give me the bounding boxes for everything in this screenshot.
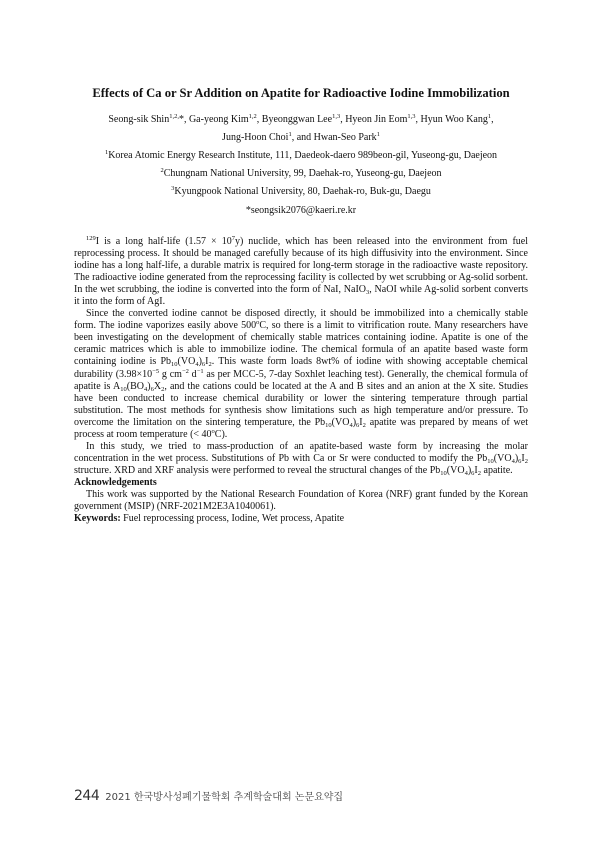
author-name: Seong-sik Shin bbox=[108, 114, 170, 125]
acknowledgements-heading: Acknowledgements bbox=[74, 476, 157, 488]
subscript: 4 bbox=[464, 469, 468, 477]
subscript: 2 bbox=[524, 457, 528, 465]
affiliation-number: 1 bbox=[104, 149, 109, 156]
subscript: 6 bbox=[356, 421, 360, 429]
text-run: y) nuclide, which has been released into the environment from fuel reprocessing process. It should be managed carefully because of its high diffusivity into the environment. Since iodine has a long half-life, a durable matrix is required for long-term storage in the radioactive waste repository. The radioactive iodine generated from the reprocessing facility is collected by wet scrubbing or Ag-solid sorbent. In the wet scrubbing, the iodine is converted into the form of NaI, NaIO bbox=[74, 236, 528, 296]
text-run: , NaOI while Ag-solid sorbent converts it into the form of AgI. bbox=[74, 284, 528, 308]
author-line-1 bbox=[74, 114, 528, 125]
paragraph-2 bbox=[74, 308, 528, 441]
affiliation-text: Chungnam National University, 99, Daehak-ro, Yuseong-gu, Daejeon bbox=[163, 168, 442, 179]
keywords-line bbox=[74, 513, 528, 525]
text-run: , and the cations could be located at the A and B sites and an anion at the X site. Studies have been conducted to increase chemical durability or lower the sintering temperature through partial substitution. The most methods for synthesis show limitations such as high temperature and/or pressure. To overcome the limitation on the sintering temperature, the Pb bbox=[74, 380, 529, 428]
subscript: 6 bbox=[471, 469, 475, 477]
subscript: 4 bbox=[349, 421, 353, 429]
text-run: I is a long half-life (1.57 × 10 bbox=[95, 236, 232, 247]
subscript: 2 bbox=[208, 361, 212, 369]
text-run: In this study, we tried to mass-production of an apatite-based waste form by increasing the molar concentration in the wet process. Substitutions of Pb with Ca or Sr were conducted to modify the Pb bbox=[74, 440, 528, 464]
affiliation-2 bbox=[74, 168, 528, 179]
text-run: apatite. bbox=[481, 464, 513, 476]
text-run: (VO bbox=[493, 452, 512, 464]
author-name: , Hyun Woo Kang bbox=[415, 114, 488, 125]
corresponding-mark: * bbox=[178, 114, 184, 125]
subscript: 6 bbox=[201, 361, 206, 369]
author-name: , Ga-yeong Kim bbox=[183, 114, 249, 125]
author-affiliation-mark: 1,3 bbox=[407, 113, 416, 120]
author-affiliation-mark: 1 bbox=[288, 131, 292, 138]
text-run: I bbox=[205, 356, 209, 368]
text-run: apatite was prepared by means of wet process at room temperature (< 40 bbox=[74, 416, 528, 440]
abstract-body bbox=[74, 236, 528, 525]
text-run: d bbox=[188, 368, 197, 380]
exponent: −1 bbox=[196, 367, 204, 375]
text-run: ) bbox=[198, 356, 202, 368]
acknowledgements-text: This work was supported by the National Research Foundation of Korea (NRF) grant funded by the Korean government (MSIP) (NRF-2021M2E3A1040061). bbox=[74, 488, 528, 513]
subscript: 2 bbox=[161, 385, 165, 393]
author-name: , Byeonggwan Lee bbox=[256, 114, 333, 125]
text-run: structure. XRD and XRF analysis were performed to reveal the structural changes of the Pb bbox=[74, 464, 441, 476]
author-affiliation-mark: 1,2 bbox=[248, 113, 257, 120]
text-run: (VO bbox=[446, 464, 465, 476]
text-run: (VO bbox=[331, 416, 350, 428]
text-run: X bbox=[153, 380, 162, 392]
text-run: I bbox=[521, 452, 525, 464]
author-name: Jung-Hoon Choi bbox=[222, 132, 289, 143]
keywords-label: Keywords: bbox=[74, 513, 121, 525]
author-name: , Hyeon Jin Eom bbox=[340, 114, 408, 125]
affiliation-number: 2 bbox=[160, 167, 164, 174]
subscript: 4 bbox=[511, 457, 515, 465]
paper-title: Effects of Ca or Sr Addition on Apatite for Radioactive Iodine Immobilization bbox=[92, 86, 510, 100]
subscript: 10 bbox=[487, 457, 494, 465]
exponent: −5 bbox=[152, 367, 160, 375]
subscript: 10 bbox=[440, 469, 447, 477]
corresponding-email: *seongsik2076@kaeri.re.kr bbox=[245, 205, 357, 216]
text-run: ) bbox=[147, 380, 151, 392]
subscript: 6 bbox=[150, 385, 154, 393]
exponent: 7 bbox=[231, 235, 235, 242]
subscript: 4 bbox=[195, 361, 199, 369]
author-affiliation-mark: 1,2, bbox=[169, 113, 179, 120]
page-footer bbox=[74, 788, 343, 804]
text-run: (BO bbox=[126, 380, 144, 392]
isotope-mass-number: 129 bbox=[86, 235, 96, 242]
paragraph-3 bbox=[74, 441, 528, 477]
affiliation-text: Korea Atomic Energy Research Institute, 111, Daedeok-daero 989beon-gil, Yuseong-gu, Daejeon bbox=[108, 150, 498, 161]
affiliation-1 bbox=[74, 150, 528, 161]
degree-mark: o bbox=[211, 427, 215, 435]
subscript: 10 bbox=[120, 385, 127, 393]
text-run: (VO bbox=[177, 356, 196, 368]
author-separator: , bbox=[491, 114, 494, 125]
author-name: , and Hwan-Seo Park bbox=[291, 132, 377, 143]
author-affiliation-mark: 1 bbox=[487, 113, 492, 120]
author-affiliation-mark: 1,3 bbox=[332, 113, 341, 120]
subscript: 10 bbox=[171, 361, 178, 369]
author-line-2 bbox=[74, 132, 528, 143]
text-run: . This waste form loads 8wt% of iodine with showing acceptable chemical durability (3.98×10 bbox=[74, 356, 528, 380]
text-run: g cm bbox=[159, 368, 182, 380]
subscript: 6 bbox=[518, 457, 522, 465]
text-run: as per MCC-5, 7-day Soxhlet leaching test). Generally, the chemical formula of apatite is A bbox=[74, 368, 529, 392]
subscript: 10 bbox=[325, 421, 332, 429]
proceedings-title: 2021 한국방사성폐기물학회 추계학술대회 논문요약집 bbox=[105, 792, 344, 803]
subscript: 2 bbox=[477, 469, 481, 477]
text-run: ) bbox=[352, 416, 357, 428]
affiliation-number: 3 bbox=[171, 185, 175, 192]
text-run: ) bbox=[467, 464, 472, 476]
text-run: C, so there is a limit to vitrification route. Many researchers have been investigating on the development of chemically stable matrices containing iodine. Apatite is one of the ceramic matrices which is able to immobilize iodine. The chemical formula of an apatite based waste form containing iodine is Pb bbox=[74, 320, 528, 368]
text-run: I bbox=[474, 464, 478, 476]
subscript: 4 bbox=[144, 385, 148, 393]
text-run: ) bbox=[514, 452, 519, 464]
page-number: 244 bbox=[74, 788, 100, 804]
subscript: 2 bbox=[362, 421, 366, 429]
degree-mark: o bbox=[256, 319, 260, 327]
text-run: Since the converted iodine cannot be disposed directly, it should be immobilized into a chemically stable form. The iodine vaporizes easily above 500 bbox=[74, 308, 528, 332]
text-run: C). bbox=[214, 428, 228, 440]
exponent: −2 bbox=[181, 367, 189, 375]
text-run: I bbox=[359, 416, 363, 428]
subscript: 3 bbox=[366, 289, 370, 297]
paragraph-1 bbox=[74, 236, 528, 308]
affiliation-3 bbox=[74, 186, 528, 197]
author-affiliation-mark: 1 bbox=[376, 131, 380, 138]
keywords-text: Fuel reprocessing process, Iodine, Wet process, Apatite bbox=[120, 513, 345, 525]
affiliation-text: Kyungpook National University, 80, Daehak-ro, Buk-gu, Daegu bbox=[174, 186, 431, 197]
